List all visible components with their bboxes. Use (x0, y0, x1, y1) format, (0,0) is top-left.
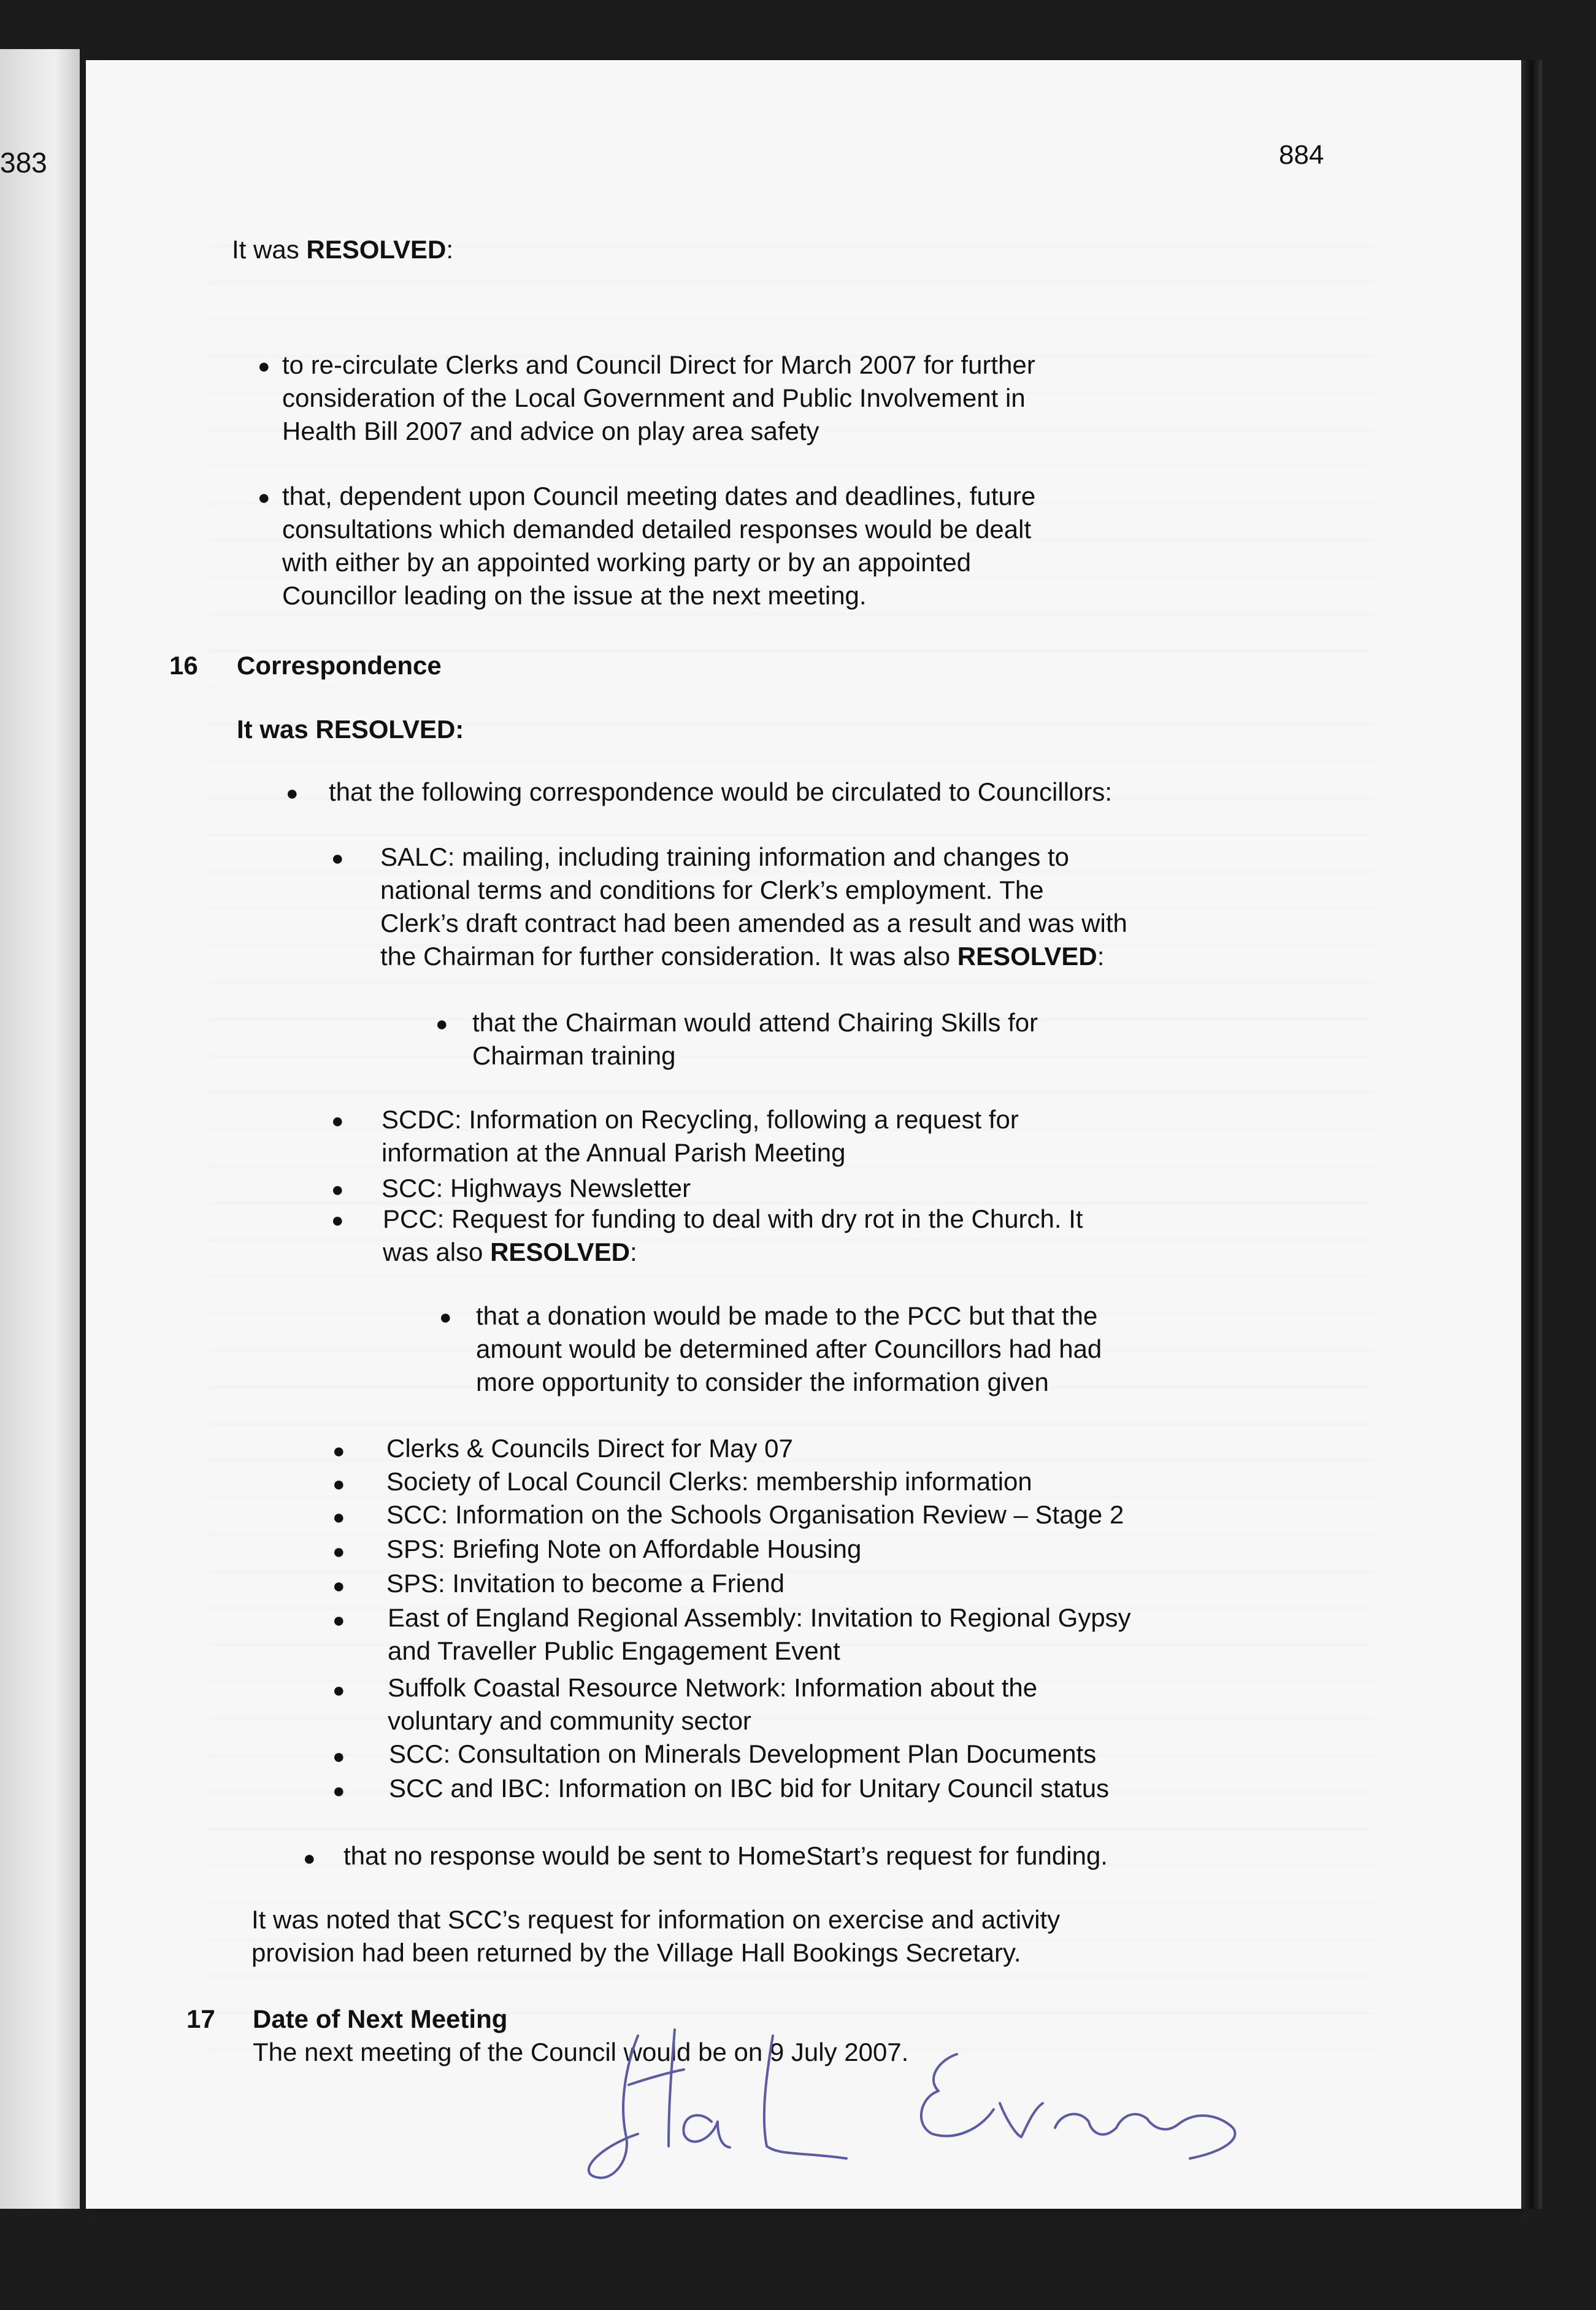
bullet-dot: ● (332, 1679, 345, 1702)
bullet-dot: ● (331, 847, 344, 870)
text-line: East of England Regional Assembly: Invitation to Regional Gypsy (388, 1603, 1131, 1632)
bullet-dot: ● (331, 1109, 344, 1133)
resolved-bullet-recirculate (258, 348, 1325, 448)
text-line: SPS: Invitation to become a Friend (386, 1569, 785, 1598)
document-page (86, 60, 1521, 2209)
text-line: national terms and conditions for Clerk’s employment. The (380, 876, 1044, 904)
text-line: Society of Local Council Clerks: membership information (386, 1467, 1032, 1496)
text-line: Health Bill 2007 and advice on play area safety (282, 417, 819, 445)
bullet-dot: ● (332, 1745, 345, 1768)
text-line: that, dependent upon Council meeting dates and deadlines, future (282, 482, 1036, 510)
bullet-dot: ● (331, 1178, 344, 1201)
section-17-number: 17 (186, 2004, 215, 2033)
text-line: consultations which demanded detailed responses would be dealt (282, 515, 1032, 544)
text-line: Clerk’s draft contract had been amended as a result and was with (380, 909, 1127, 937)
text-line: SCC and IBC: Information on IBC bid for Unitary Council status (389, 1774, 1110, 1803)
text-line: SCDC: Information on Recycling, following a request for (382, 1105, 1019, 1134)
bullet-dot: ● (286, 782, 299, 805)
text-line: PCC: Request for funding to deal with dry rot in the Church. It (383, 1204, 1083, 1233)
bullet-dot: ● (331, 1209, 344, 1232)
resolved-bullet-consultations (258, 480, 1325, 612)
text-line: consideration of the Local Government and Public Involvement in (282, 383, 1026, 412)
handwritten-signature (515, 2011, 1313, 2195)
correspondence-item-minerals (332, 1738, 1097, 1771)
correspondence-item-unitary (332, 1772, 1110, 1805)
text-line: SCC: Information on the Schools Organisation Review – Stage 2 (386, 1500, 1124, 1529)
salc-sub-resolution (435, 1006, 1038, 1072)
text-line: the Chairman for further consideration. It was also RESOLVED: (380, 942, 1105, 971)
correspondence-item-schools-review (332, 1498, 1124, 1531)
homestart-resolution: ● that no response would be sent to HomeStart’s request for funding. (343, 1839, 1108, 1873)
correspondence-item-eera (332, 1601, 1131, 1668)
bullet-dot: ● (435, 1012, 448, 1036)
correspondence-item-scrn (332, 1671, 1038, 1738)
text-line: that a donation would be made to the PCC but that the (476, 1301, 1098, 1330)
section-16-title: Correspondence (237, 651, 442, 680)
correspondence-item-sps-friend (332, 1567, 785, 1600)
text-line: Suffolk Coastal Resource Network: Information about the (388, 1673, 1038, 1702)
bullet-dot: ● (332, 1473, 345, 1496)
text-line: SALC: mailing, including training information and changes to (380, 842, 1069, 871)
bullet-dot: ● (332, 1574, 345, 1598)
text-line: It was noted that SCC’s request for information on exercise and activity (251, 1905, 1061, 1934)
previous-page-number: 383 (0, 147, 47, 179)
text-line: SCC: Consultation on Minerals Development Plan Documents (389, 1739, 1097, 1768)
bullet-dot: ● (258, 486, 270, 509)
text-line: provision had been returned by the Village Hall Bookings Secretary. (251, 1938, 1021, 1967)
bullet-dot: ● (332, 1779, 345, 1803)
section-16-number: 16 (169, 651, 198, 680)
correspondence-item-affordable-housing (332, 1533, 862, 1566)
page-number: 884 (1279, 140, 1324, 170)
text-line: information at the Annual Parish Meeting (382, 1138, 846, 1167)
pcc-sub-resolution (439, 1299, 1102, 1399)
text-line: Chairman training (472, 1041, 676, 1070)
binder-cover-edge (1521, 60, 1542, 2209)
text-line: that the Chairman would attend Chairing Skills for (472, 1008, 1038, 1037)
correspondence-item-pcc (331, 1203, 1083, 1269)
text-line: was also RESOLVED: (383, 1238, 637, 1266)
bullet-dot: ● (332, 1540, 345, 1563)
text-line: with either by an appointed working party or by an appointed (282, 548, 972, 577)
text-line: SPS: Briefing Note on Affordable Housing (386, 1534, 862, 1563)
resolved-heading-2: It was RESOLVED: (237, 715, 464, 744)
bullet-dot: ● (332, 1439, 345, 1463)
resolved-heading-1: It was RESOLVED: (232, 235, 453, 264)
correspondence-item-salc (331, 841, 1127, 973)
text-line: more opportunity to consider the information given (476, 1368, 1049, 1396)
correspondence-item-slcc (332, 1465, 1032, 1498)
bullet-dot: ● (439, 1306, 452, 1329)
section-17-title: Date of Next Meeting (253, 2004, 508, 2033)
correspondence-item-clerks-councils (332, 1432, 793, 1465)
next-meeting-text: The next meeting of the Council would be on 9 July 2007. (253, 2038, 909, 2066)
bullet-dot: ● (332, 1506, 345, 1529)
bullet-dot: ● (303, 1847, 316, 1870)
text-line: amount would be determined after Councillors had had (476, 1334, 1102, 1363)
correspondence-item-scdc (331, 1103, 1019, 1169)
correspondence-item-scc-highways: ● SCC: Highways Newsletter (382, 1172, 691, 1205)
previous-page-edge (0, 49, 80, 2209)
noted-paragraph (251, 1903, 1060, 1969)
text-line: and Traveller Public Engagement Event (388, 1636, 840, 1665)
circulate-intro: ● that the following correspondence would be circulated to Councillors: (329, 776, 1112, 809)
text-line: Councillor leading on the issue at the next meeting. (282, 581, 867, 610)
text-line: voluntary and community sector (388, 1706, 751, 1735)
bullet-dot: ● (258, 355, 270, 378)
text-line: to re-circulate Clerks and Council Direct for March 2007 for further (282, 350, 1035, 379)
bullet-dot: ● (332, 1609, 345, 1632)
bleed-through-text (129, 201, 1417, 238)
text-line: Clerks & Councils Direct for May 07 (386, 1434, 793, 1463)
